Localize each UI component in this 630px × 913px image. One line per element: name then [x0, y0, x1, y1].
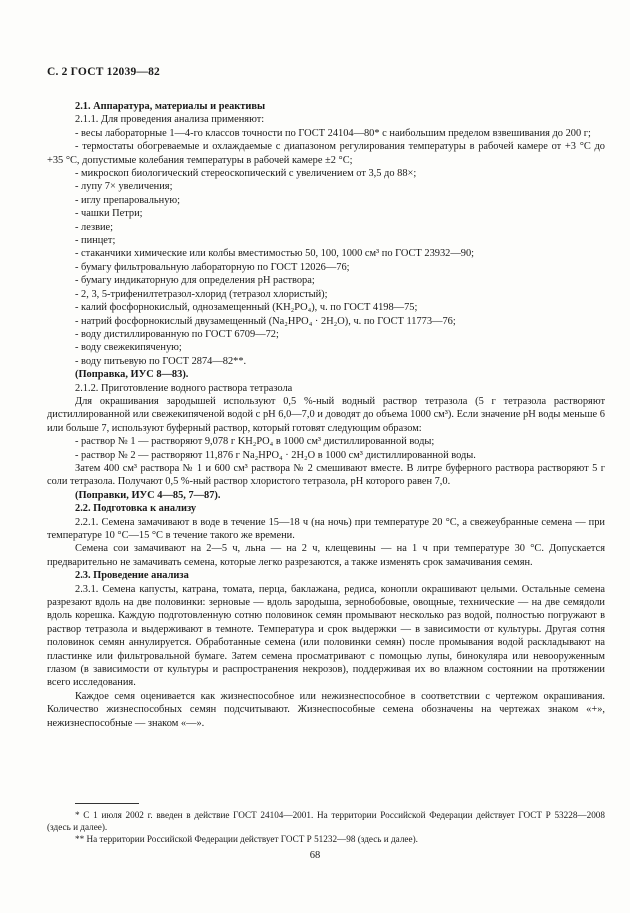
paragraph: - лезвие;	[75, 221, 114, 233]
footnote: ** На территории Российской Федерации действует ГОСТ Р 51232—98 (здесь и далее).	[75, 834, 418, 845]
paragraph: - весы лабораторные 1—4-го классов точности по ГОСТ 24104—80* с наибольшим пределом взвешивания до 200 г;	[75, 127, 591, 139]
page-number: 68	[309, 850, 321, 861]
paragraph: Каждое семя оценивается как жизнеспособное или нежизнеспособное в соответствии с чертежом окрашивания. Количество жизнеспособных семян подсчитывают. Жизнеспособные семена обозначены на чертежах знаком «+», нежизнеспособные — знаком «—».	[47, 690, 605, 729]
paragraph: Для окрашивания зародышей используют 0,5 %-ный водный раствор тетразола (5 г тетразола растворяют дистиллированной или свежекипяченой водой с pH 6,0—7,0 и доводят до объема 1000 см³). Если значение pH воды меньше 6 или больше 7, используют буферный раствор, который готовят следующим образом:	[47, 395, 605, 434]
paragraph: - натрий фосфорнокислый двузамещенный (Na₂HPO₄ · 2H₂O), ч. по ГОСТ 11773—76;	[75, 315, 456, 327]
paragraph: - воду дистиллированную по ГОСТ 6709—72;	[75, 328, 279, 340]
paragraph: - 2, 3, 5-трифенилтетразол-хлорид (тетразол хлористый);	[75, 288, 328, 300]
paragraph: 2.1.1. Для проведения анализа применяют:	[75, 114, 265, 126]
paragraph: 2.1. Аппаратура, материалы и реактивы	[75, 101, 266, 112]
paragraph: 2.2. Подготовка к анализу	[75, 503, 197, 515]
page-header: С. 2 ГОСТ 12039—82	[47, 66, 160, 78]
paragraph: - воду питьевую по ГОСТ 2874—82**.	[75, 355, 247, 367]
paragraph: 2.1.2. Приготовление водного раствора тетразола	[75, 382, 293, 394]
paragraph: (Поправка, ИУС 8—83).	[75, 369, 189, 381]
paragraph: - микроскоп биологический стереоскопический с увеличением от 3,5 до 88×;	[75, 168, 417, 180]
footnotes	[47, 809, 605, 846]
paragraph: - бумагу фильтровальную лабораторную по ГОСТ 12026—76;	[75, 261, 350, 273]
paragraph: - калий фосфорнокислый, однозамещенный (KH₂PO₄), ч. по ГОСТ 4198—75;	[75, 302, 418, 314]
paragraph: - чашки Петри;	[75, 208, 143, 220]
paragraph: Затем 400 см³ раствора № 1 и 600 см³ раствора № 2 смешивают вместе. В литре буферного раствора растворяют 5 г соли тетразола. Получают 0,5 %-ный раствор хлористого тетразола, pH которого равен 7,0.	[47, 462, 605, 488]
document-body	[47, 100, 605, 730]
paragraph: - иглу препаровальную;	[75, 194, 181, 206]
paragraph: - раствор № 2 — растворяют 11,876 г Na₂HPO₄ · 2H₂O в 1000 см³ дистиллированной воды.	[75, 449, 476, 461]
paragraph: - термостаты обогреваемые и охлаждаемые с диапазоном регулирования температуры в рабочей камере от +3 °С до +35 °С, допустимые колебания температуры в рабочей камере ±2 °С;	[47, 141, 605, 166]
paragraph: - раствор № 1 — растворяют 9,078 г KH₂PO₄ в 1000 см³ дистиллированной воды;	[75, 436, 435, 448]
paragraph: - пинцет;	[75, 235, 116, 247]
footnote: * С 1 июля 2002 г. введен в действие ГОСТ 24104—2001. На территории Российской Федерации действует ГОСТ Р 53228—2008 (здесь и далее).	[47, 810, 605, 833]
paragraph: 2.3. Проведение анализа	[75, 570, 189, 582]
paragraph: Семена сои замачивают на 2—5 ч, льна — на 2 ч, клещевины — на 1 ч при температуре 30 °С. Допускается предварительно не замачивать семена, которые легко разрезаются, а также изменять срок замачивания семян.	[47, 543, 605, 568]
paragraph: - воду свежекипяченую;	[75, 342, 182, 354]
paragraph: - бумагу индикаторную для определения pH раствора;	[75, 275, 315, 287]
paragraph: - лупу 7× увеличения;	[75, 181, 173, 193]
paragraph: 2.3.1. Семена капусты, катрана, томата, перца, баклажана, редиса, конопли окрашивают целыми. Остальные семена разрезают вдоль на две половинки: зерновые — вдоль зародыша, зернобобовые, овощные, технические — на две семядоли вдоль корешка. Каждую подготовленную сотню половинок семян промывают несколько раз водой, полностью погружают в раствор тетразола и выдерживают в темноте. Температура и срок выдержки — в зависимости от культуры. Другая сотня половинок семян аннулируется. Обработанные семена (или половинки семян) после промывания водой раскладывают на пластинке или фильтровальной бумаге. Затем семена просматривают с помощью лупы, бинокуляра или невооруженным глазом (в зависимости от культуры и распространения некрозов), поддерживая их во влажном состоянии на протяжении всего исследования.	[47, 583, 605, 689]
paragraph: (Поправки, ИУС 4—85, 7—87).	[75, 489, 221, 501]
paragraph: - стаканчики химические или колбы вместимостью 50, 100, 1000 см³ по ГОСТ 23932—90;	[75, 248, 475, 260]
paragraph: 2.2.1. Семена замачивают в воде в течение 15—18 ч (на ночь) при температуре 20 °С, а свежеубранные семена — при температуре 10 °С—15 °С в течение такого же времени.	[47, 516, 605, 541]
footnote-divider	[75, 803, 139, 804]
